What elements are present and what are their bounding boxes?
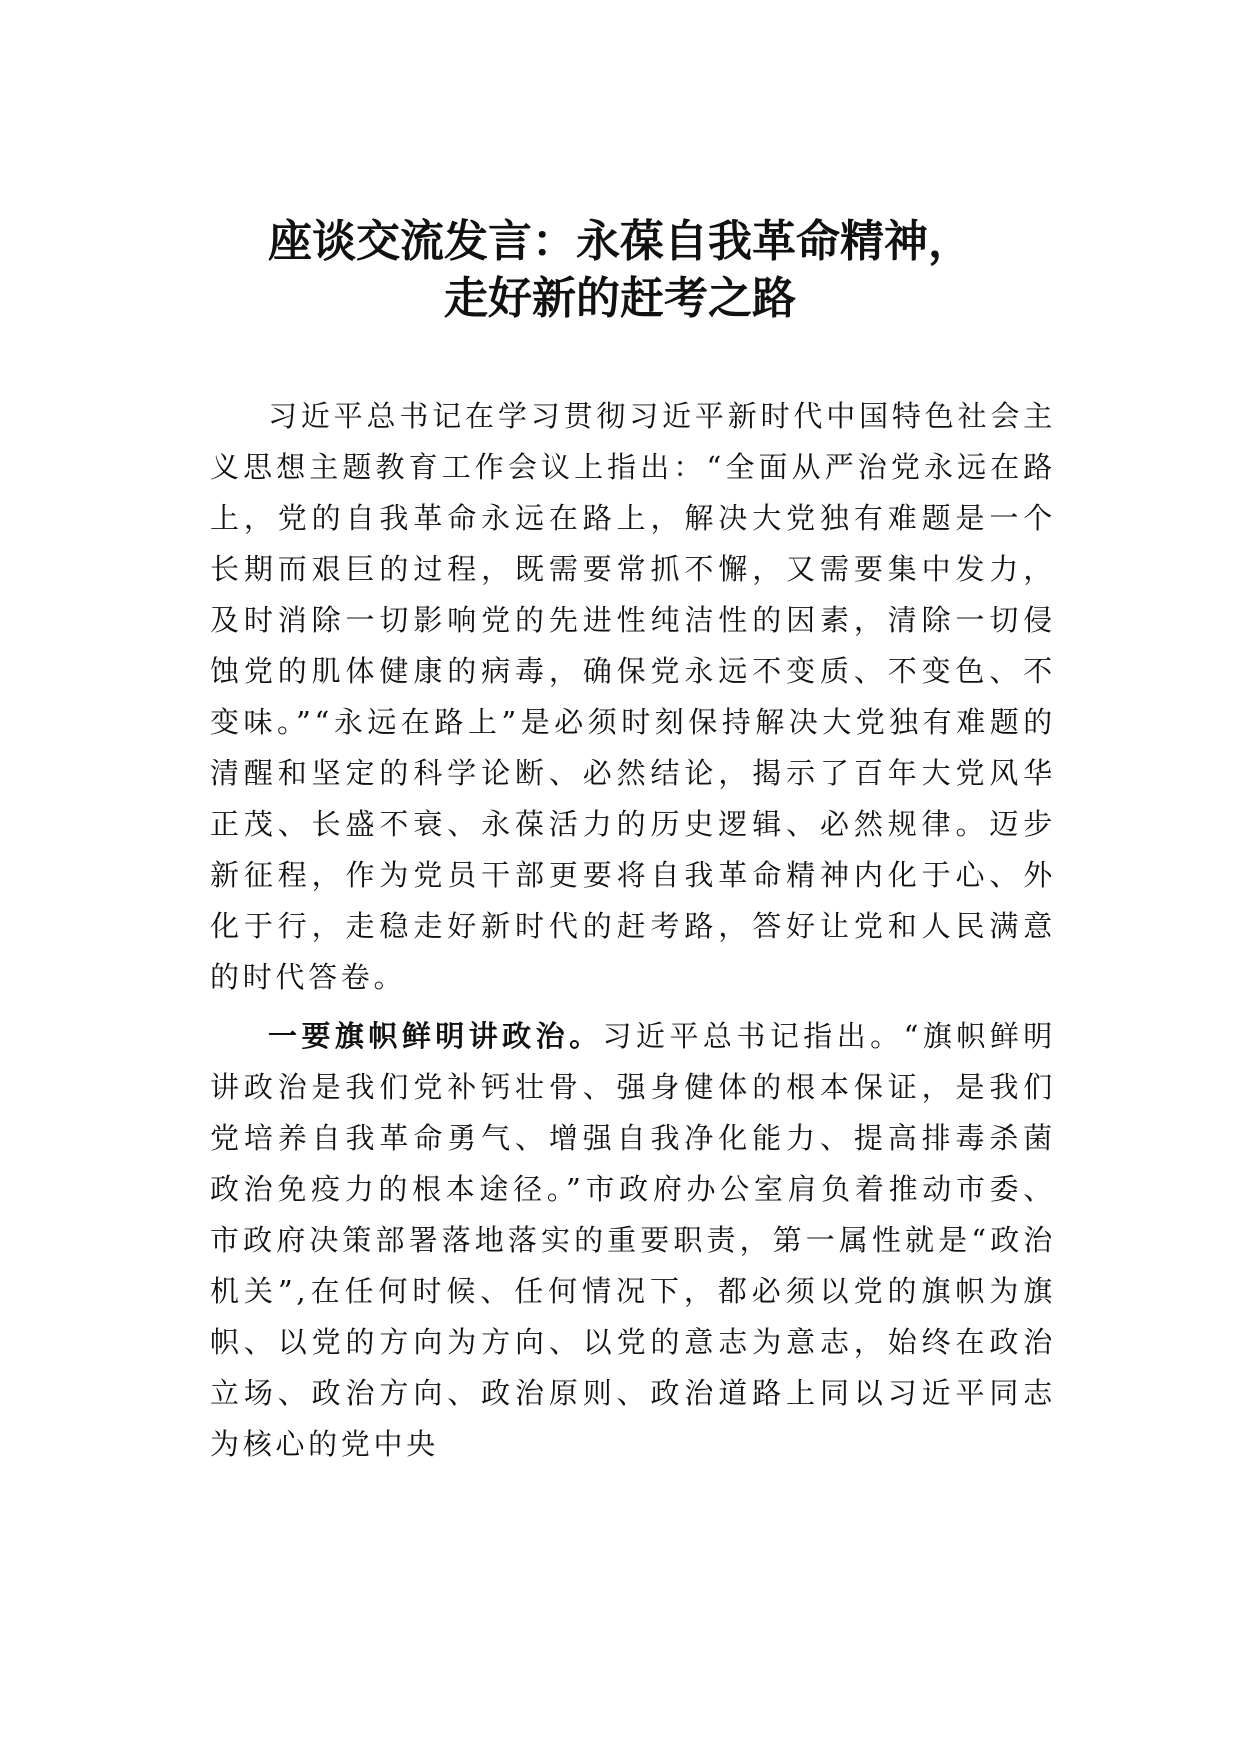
- document-title: [160, 213, 1080, 327]
- title-line-2: 走好新的赶考之路: [444, 273, 796, 324]
- paragraph-point-one: [210, 1011, 1056, 1470]
- title-line-1: 座谈交流发言：永葆自我革命精神，: [268, 216, 972, 267]
- paragraph-text: 习近平总书记指出。“旗帜鲜明讲政治是我们党补钙壮骨、强身健体的根本保证，是我们党培养自我革命勇气、增强自我净化能力、提高排毒杀菌政治免疫力的根本途径。”市政府办公室肩负着推动市委、市政府决策部署落地落实的重要职责，第一属性就是“政治机关”,在任何时候、任何情况下，都必须以党的旗帜为旗帜、以党的方向为方向、以党的意志为意志，始终在政治立场、政治方向、政治原则、政治道路上同以习近平同志为核心的党中央: [210, 1019, 1056, 1461]
- paragraph-text: 习近平总书记在学习贯彻习近平新时代中国特色社会主义思想主题教育工作会议上指出：“全面从严治党永远在路上，党的自我革命永远在路上，解决大党独有难题是一个长期而艰巨的过程，既需要常抓不懈，又需要集中发力，及时消除一切影响党的先进性纯洁性的因素，清除一切侵蚀党的肌体健康的病毒，确保党永远不变质、不变色、不变味。”“永远在路上”是必须时刻保持解决大党独有难题的清醒和坚定的科学论断、必然结论，揭示了百年大党风华正茂、长盛不衰、永葆活力的历史逻辑、必然规律。迈步新征程，作为党员干部更要将自我革命精神内化于心、外化于行，走稳走好新时代的赶考路，答好让党和人民满意的时代答卷。: [210, 399, 1056, 994]
- document-body: [210, 391, 1056, 1470]
- paragraph-lead-heading: 一要旗帜鲜明讲政治。: [268, 1019, 603, 1053]
- paragraph-intro: [210, 391, 1056, 1003]
